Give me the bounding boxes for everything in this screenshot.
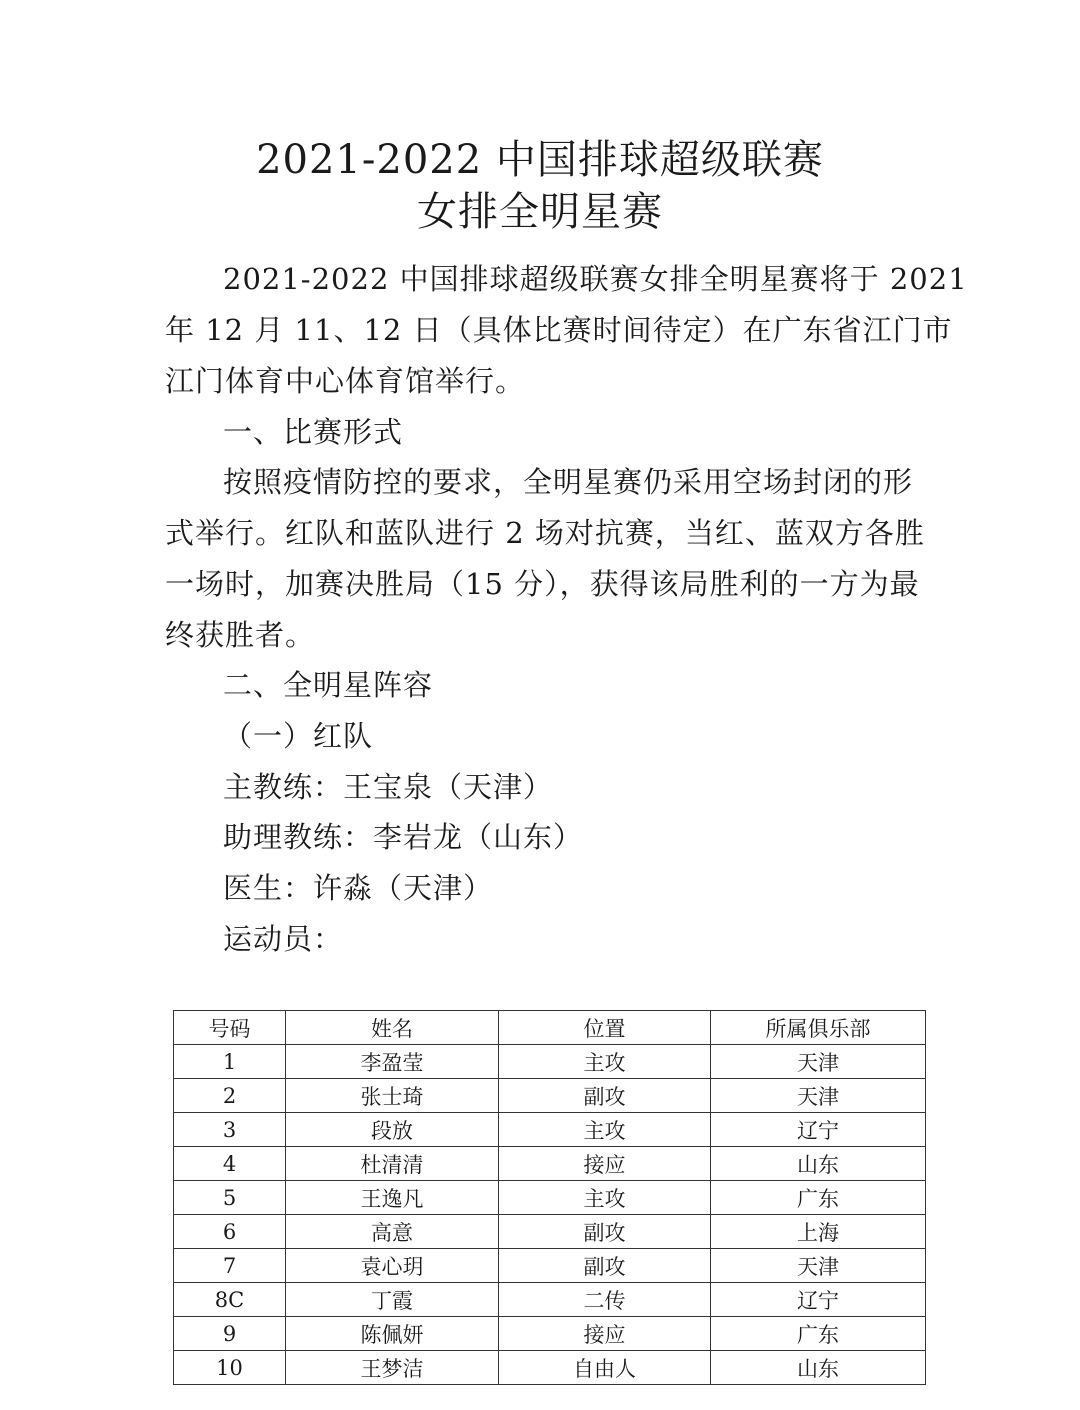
cell-number: 5 [174, 1181, 286, 1215]
cell-number: 10 [174, 1351, 286, 1385]
cell-club: 山东 [711, 1351, 926, 1385]
cell-club: 广东 [711, 1317, 926, 1351]
document-title-line1: 2021-2022 中国排球超级联赛 [256, 137, 824, 183]
roster-table [173, 1010, 926, 1385]
red-team-heading: （一）红队 [223, 719, 374, 753]
cell-number: 2 [174, 1079, 286, 1113]
section1-line: 式举行。红队和蓝队进行 2 场对抗赛，当红、蓝双方各胜 [165, 516, 925, 550]
team-doctor: 医生：许淼（天津） [223, 871, 494, 905]
cell-name: 李盈莹 [286, 1045, 499, 1079]
cell-name: 王逸凡 [286, 1181, 499, 1215]
table-row [174, 1249, 926, 1283]
intro-paragraph [165, 254, 968, 407]
header-club: 所属俱乐部 [711, 1011, 926, 1045]
cell-position: 主攻 [499, 1045, 711, 1079]
cell-number: 3 [174, 1113, 286, 1147]
cell-number: 6 [174, 1215, 286, 1249]
cell-number: 8C [174, 1283, 286, 1317]
cell-name: 陈佩妍 [286, 1317, 499, 1351]
assistant-coach: 助理教练：李岩龙（山东） [223, 820, 584, 854]
table-row [174, 1283, 926, 1317]
section1-line: 一场时，加赛决胜局（15 分），获得该局胜利的一方为最 [165, 567, 920, 601]
table-header-row [174, 1011, 926, 1045]
table-row [174, 1079, 926, 1113]
header-number: 号码 [174, 1011, 286, 1045]
cell-club: 辽宁 [711, 1283, 926, 1317]
table-row [174, 1351, 926, 1385]
cell-position: 副攻 [499, 1079, 711, 1113]
cell-position: 自由人 [499, 1351, 711, 1385]
athletes-label: 运动员： [223, 922, 344, 956]
section1-heading: 一、比赛形式 [223, 415, 404, 449]
cell-name: 段放 [286, 1113, 499, 1147]
table-row [174, 1215, 926, 1249]
cell-number: 9 [174, 1317, 286, 1351]
cell-club: 天津 [711, 1079, 926, 1113]
cell-club: 天津 [711, 1045, 926, 1079]
table-row [174, 1045, 926, 1079]
head-coach: 主教练：王宝泉（天津） [223, 770, 554, 804]
cell-name: 张士琦 [286, 1079, 499, 1113]
table-row [174, 1317, 926, 1351]
header-name: 姓名 [286, 1011, 499, 1045]
cell-position: 副攻 [499, 1215, 711, 1249]
cell-club: 天津 [711, 1249, 926, 1283]
intro-line: 江门体育中心体育馆举行。 [165, 364, 526, 398]
cell-club: 上海 [711, 1215, 926, 1249]
intro-line: 年 12 月 11、12 日（具体比赛时间待定）在广东省江门市 [165, 313, 953, 347]
cell-position: 二传 [499, 1283, 711, 1317]
section1-line: 按照疫情防控的要求，全明星赛仍采用空场封闭的形 [223, 465, 914, 499]
header-position: 位置 [499, 1011, 711, 1045]
cell-position: 接应 [499, 1147, 711, 1181]
cell-name: 袁心玥 [286, 1249, 499, 1283]
cell-name: 王梦洁 [286, 1351, 499, 1385]
table-row [174, 1113, 926, 1147]
intro-line: 2021-2022 中国排球超级联赛女排全明星赛将于 2021 [223, 262, 968, 296]
cell-name: 高意 [286, 1215, 499, 1249]
cell-club: 山东 [711, 1147, 926, 1181]
cell-position: 副攻 [499, 1249, 711, 1283]
cell-position: 主攻 [499, 1113, 711, 1147]
cell-name: 丁霞 [286, 1283, 499, 1317]
cell-number: 7 [174, 1249, 286, 1283]
cell-club: 辽宁 [711, 1113, 926, 1147]
cell-position: 主攻 [499, 1181, 711, 1215]
document-title-line2: 女排全明星赛 [417, 189, 663, 235]
cell-number: 4 [174, 1147, 286, 1181]
table-row [174, 1181, 926, 1215]
cell-name: 杜清清 [286, 1147, 499, 1181]
cell-number: 1 [174, 1045, 286, 1079]
cell-club: 广东 [711, 1181, 926, 1215]
table-row [174, 1147, 926, 1181]
section1-paragraph [165, 457, 925, 661]
section2-heading: 二、全明星阵容 [223, 668, 434, 702]
cell-position: 接应 [499, 1317, 711, 1351]
section1-line: 终获胜者。 [165, 618, 316, 652]
